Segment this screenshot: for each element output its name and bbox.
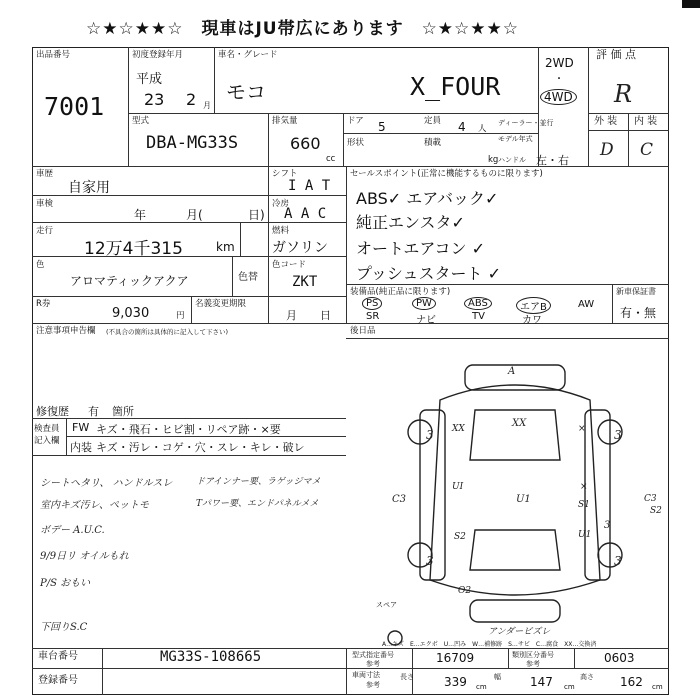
repair-place: 箇所 [112, 405, 134, 418]
class-no-label: 類別区分番号 [512, 651, 554, 659]
after-label: 後日品 [350, 326, 376, 336]
fw-items: キズ・飛石・ヒビ割・リペア跡・×要 [96, 423, 281, 436]
hand-note-6: 下回りS.C [40, 622, 88, 633]
mark-c3-right: C3 [644, 494, 657, 504]
recycle-value: 9,030 [112, 306, 150, 321]
mark-u1-side: U1 [578, 530, 592, 540]
rest-month: 月 [286, 309, 297, 322]
sales-point-4: プッシュスタート ✓ [356, 264, 502, 283]
mark-x-1: × [578, 424, 586, 434]
int-check-items: キズ・汚レ・コゲ・穴・スレ・キレ・破レ [96, 441, 305, 454]
repair-label: 修復歴 [36, 405, 69, 418]
ext-value: D [600, 140, 614, 160]
hand-note-3: ボデー A.U.C. [40, 525, 105, 536]
doors-label: ドア [347, 116, 364, 126]
length-label: 長さ [400, 673, 414, 681]
doors-value: 5 [378, 120, 386, 134]
chassis-value: MG33S-108665 [160, 649, 262, 665]
recycle-label: R券 [36, 299, 51, 309]
mark-c3-left: C3 [392, 494, 407, 505]
color-code-label: 色コード [272, 260, 307, 270]
first-reg-month: 2 [186, 90, 197, 109]
sales-point-1: ABS✓ エアバック✓ [356, 189, 499, 208]
height-value: 162 [620, 675, 643, 689]
mark-3-fl: 3 [426, 428, 434, 442]
capacity-value: 4 [458, 120, 466, 134]
shift-value: I A T [288, 178, 331, 194]
color-label: 色 [36, 260, 45, 270]
hand-note-2: 室内キズ汚レ、ペットモ [40, 500, 149, 511]
warranty-label: 新車保証書 [616, 287, 656, 296]
mark-3-fr: 3 [614, 428, 622, 442]
fuel-label: 燃料 [272, 226, 290, 236]
rest-day: 日 [320, 309, 331, 322]
height-unit: cm [652, 683, 663, 691]
inspection-month: 月( [186, 208, 203, 222]
recycle-unit: 円 [176, 311, 185, 321]
corner-mark [682, 0, 700, 8]
hand-note-4: 9/9日リ オイルもれ [40, 551, 129, 562]
int-check-label: 内装 [70, 441, 92, 454]
mark-o2: O2 [458, 586, 472, 596]
equip-abs: ABS [464, 297, 492, 310]
mark-3-rl: 3 [426, 554, 434, 568]
mark-s2-right: S2 [650, 506, 662, 516]
mark-s2-left: S2 [454, 532, 466, 542]
shift-label: シフト [272, 169, 298, 179]
class-no-value: 0603 [604, 651, 635, 665]
capacity-label: 定員 [424, 116, 442, 126]
hand-note-1: シートヘタリ、 ハンドルスレ [40, 478, 173, 489]
width-label: 幅 [494, 673, 501, 681]
hand-note-8: Tパワー要、エンドパネルメメ [196, 499, 319, 509]
equip-pw: PW [412, 297, 436, 310]
mark-3-side: 3 [604, 520, 611, 531]
inspection-label: 車検 [36, 199, 54, 209]
fw-label: FW [72, 421, 90, 434]
width-unit: cm [564, 683, 575, 691]
lot-label: 出品番号 [36, 50, 71, 60]
mark-3-rr: 3 [614, 554, 622, 568]
equip-tv: TV [472, 311, 485, 322]
mileage-value: 12万4千315 [84, 239, 183, 259]
int-value: C [640, 140, 654, 160]
equip-aw: AW [578, 299, 595, 310]
sales-points-label: セールスポイント(正常に機能するものに限ります) [350, 169, 543, 179]
checker-label-2: 記入欄 [34, 436, 60, 446]
mark-ui: UI [452, 482, 464, 492]
mileage-unit: km [216, 240, 235, 254]
mark-front: A [508, 366, 516, 377]
ac-label: 冷房 [272, 199, 290, 209]
dealer-label: ディーラー・並行 [498, 119, 554, 127]
displacement-value: 660 [290, 134, 321, 153]
warranty-value: 有・無 [620, 306, 657, 320]
length-unit: cm [476, 683, 487, 691]
car-model: モコ [226, 80, 266, 104]
name-label: 車名・グレード [218, 50, 278, 60]
equip-ps: PS [362, 297, 382, 310]
first-reg-label: 初度登録年月 [132, 50, 184, 60]
mark-xx-1: XX [512, 418, 527, 429]
history-label: 車歴 [36, 169, 54, 179]
sales-point-2: 純正エンスタ✓ [356, 213, 465, 232]
checker-label-1: 検査員 [34, 424, 60, 434]
chassis-label: 車台番号 [38, 651, 78, 662]
hand-note-7: ドアインナー要、ラゲッジマメ [196, 477, 321, 487]
drive-2wd: 2WD [545, 56, 574, 70]
equip-sr: SR [366, 311, 380, 322]
first-reg-era: 平成 [136, 72, 163, 87]
shape-label: 形状 [347, 138, 365, 148]
diagram-legend: A…キズ E…エクボ U…凹み W…補修跡 S…サビ C…腐食 XX…交換済 [382, 641, 597, 648]
sales-point-3: オートエアコン ✓ [356, 239, 486, 258]
score-value: R [614, 80, 633, 108]
reg-no-label: 登録番号 [38, 675, 78, 686]
recolor-label: 色替 [238, 272, 258, 283]
color-value: アロマティックアクア [70, 274, 189, 288]
mark-u1-center: U1 [516, 494, 531, 505]
handle-value: 左・右 [536, 154, 569, 167]
handle-label: ハンドル [498, 156, 526, 164]
width-value: 147 [530, 675, 553, 689]
mark-x-2: × [580, 482, 588, 492]
equip-leather: カワ [522, 315, 542, 326]
equip-airbag: エアB [516, 297, 551, 314]
type-no-value: 16709 [436, 651, 475, 665]
inspection-year: 年 [134, 208, 147, 222]
spare-label: スペア [376, 601, 397, 609]
equip-navi: ナビ [416, 315, 436, 326]
inspection-day: 日) [248, 208, 265, 222]
ext-label: 外 装 [594, 116, 618, 127]
rest-label: 名義変更期限 [195, 299, 247, 309]
fuel-value: ガソリン [272, 240, 328, 256]
height-label: 高さ [580, 673, 594, 681]
displacement-unit: cc [326, 154, 336, 164]
color-code-value: ZKT [292, 274, 318, 290]
notes-label: 注意事項申告欄 [36, 326, 96, 336]
lot-number: 7001 [44, 92, 105, 121]
int-label: 内 装 [634, 116, 658, 127]
repair-yes: 有 [88, 405, 99, 418]
score-label: 評 価 点 [596, 48, 636, 61]
mileage-label: 走行 [36, 226, 54, 236]
car-grade: X_FOUR [410, 72, 501, 101]
history-value: 自家用 [68, 180, 110, 196]
length-value: 339 [444, 675, 467, 689]
type-no-label: 型式指定番号 [352, 651, 394, 659]
displacement-label: 排気量 [272, 116, 298, 126]
model-year-label: モデル年式 [498, 135, 533, 143]
mark-xx-2: XX [452, 424, 465, 434]
mark-s1: S1 [578, 500, 590, 510]
dims-label: 車両寸法 [352, 671, 380, 679]
first-reg-month-unit: 月 [203, 101, 211, 110]
class-no-sub: 参考 [526, 660, 540, 668]
capacity-unit: 人 [478, 124, 487, 134]
equipment-label: 装備品(純正品に限ります) [350, 287, 451, 297]
dims-sub: 参考 [366, 681, 380, 689]
first-reg-year: 23 [144, 90, 165, 109]
underbody-note: アンダービズレ [488, 627, 551, 637]
hand-note-5: P/S おもい [40, 578, 91, 589]
drive-dot: ・ [554, 74, 564, 85]
type-label: 型式 [132, 116, 150, 126]
load-label: 積載 [424, 138, 442, 148]
notes-sub: (不具合の箇所は具体的に記入して下さい) [106, 328, 229, 336]
drive-4wd: 4WD [540, 89, 577, 105]
kg-label: kg [488, 155, 499, 165]
ac-value: A A C [284, 206, 327, 222]
type-no-sub: 参考 [366, 660, 380, 668]
banner-text: ☆★☆★★☆ 現車はJU帯広にあります ☆★☆★★☆ [86, 19, 520, 39]
type-value: DBA-MG33S [146, 133, 239, 153]
